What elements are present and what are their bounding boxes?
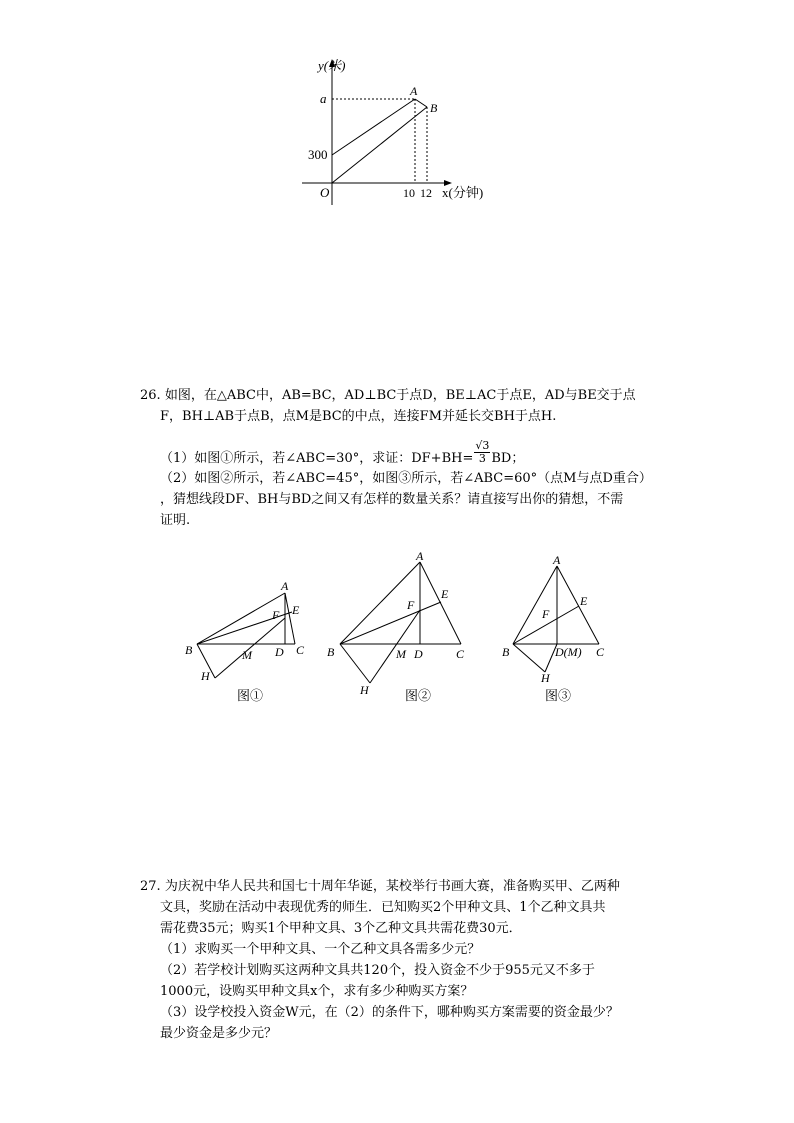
q27-number: 27. [140, 879, 161, 894]
fig2-caption: 图② [405, 688, 432, 703]
point-f-label: F [542, 607, 550, 621]
figure-segment [340, 602, 441, 644]
point-a-label: A [416, 549, 424, 563]
sqrt3-over-3-fraction [474, 440, 490, 465]
figure-segment [513, 644, 545, 672]
point-a-label: A [410, 84, 418, 98]
q27-text-line2: 文具，奖励在活动中表现优秀的师生．已知购买2个甲种文具、1个乙种文具共 [160, 900, 606, 915]
figure-segment [557, 566, 599, 644]
fraction-denominator: 3 [478, 452, 486, 465]
point-m-label: M [396, 647, 406, 661]
point-h-label: H [201, 669, 210, 683]
point-c-label: C [296, 643, 305, 657]
point-c-label: C [596, 645, 605, 659]
x12-label: 12 [420, 186, 432, 200]
q26-part2-line1: （2）如图②所示，若∠ABC=45°，如图③所示，若∠ABC=60°（点M与点D重合） [160, 471, 652, 486]
q27-part3-line2: 最少资金是多少元？ [160, 1026, 278, 1041]
x-axis-label: x(分钟) [442, 185, 484, 200]
figure-1 [185, 579, 305, 703]
fraction-numerator: √3 [475, 439, 490, 452]
q26-text-line2: F，BH⊥AB于点B，点M是BC的中点，连接FM并延长交BH于点H. [160, 409, 557, 424]
point-e-label: E [580, 594, 588, 608]
q27-text-line3: 需花费35元；购买1个甲种文具、3个乙种文具共需花费30元． [160, 921, 522, 936]
point-f-label: F [407, 598, 415, 612]
point-h-label: H [541, 671, 550, 685]
q26-number: 26. [140, 388, 161, 403]
segment-ab [415, 99, 427, 107]
x10-label: 10 [403, 186, 415, 200]
q26-line1 [140, 385, 636, 406]
q26-text-line1: 如图，在△ABC中，AB=BC，AD⊥BC于点D，BE⊥AC于点E，AD与BE交于点 [164, 388, 636, 403]
figure-2 [327, 549, 465, 703]
distance-time-graph [290, 55, 500, 215]
point-b-label: B [502, 645, 510, 659]
q27-part2-line2: 1000元，设购买甲种文具x个，求有多少种购买方案？ [160, 984, 474, 999]
point-d-label: D [414, 647, 423, 661]
point-c-label: C [456, 647, 465, 661]
q27-line1 [140, 876, 620, 897]
figure-segment [513, 566, 557, 644]
point-f-label: F [272, 608, 280, 622]
geometry-figures [175, 548, 635, 713]
origin-label: O [320, 185, 330, 200]
y-axis-label: y(米) [318, 58, 346, 73]
q26-part1-prefix: （1）如图①所示，若∠ABC=30°，求证：DF+BH= [160, 451, 474, 466]
figure-segment [340, 644, 370, 683]
point-d-label: D [275, 645, 284, 659]
point-e-label: E [441, 587, 449, 601]
figure-segment [420, 562, 461, 644]
q27-part2-line1: （2）若学校计划购买这两种文具共120个，投入资金不少于955元又不多于 [160, 963, 595, 978]
q27-part1: （1）求购买一个甲种文具、一个乙种文具各需多少元？ [160, 942, 481, 957]
point-b-label: B [430, 101, 438, 115]
q26-part2-line2: ，猜想线段DF、BH与BD之间又有怎样的数量关系？请直接写出你的猜想，不需 [160, 492, 624, 507]
point-e-label: E [292, 603, 300, 617]
figure-3 [502, 553, 605, 703]
point-a-label: A [281, 579, 289, 593]
point-h-label: H [360, 683, 369, 697]
q26-part2-line3: 证明. [160, 513, 191, 528]
q26-part1-suffix: BD； [491, 451, 525, 466]
fig3-caption: 图③ [545, 688, 572, 703]
point-dm-label: D(M) [555, 645, 582, 659]
point-b-label: B [185, 643, 193, 657]
a-label: a [320, 91, 327, 106]
fig1-caption: 图① [237, 688, 264, 703]
y300-label: 300 [308, 147, 328, 162]
figure-segment [285, 593, 295, 644]
q27-text-line1: 为庆祝中华人民共和国七十周年华诞，某校举行书画大赛，准备购买甲、乙两种 [164, 879, 620, 894]
point-b-label: B [327, 645, 335, 659]
point-m-label: M [242, 648, 252, 662]
q27-part3-line1: （3）设学校投入资金W元，在（2）的条件下，哪种购买方案需要的资金最少？ [160, 1005, 619, 1020]
point-a-label: A [553, 553, 561, 567]
